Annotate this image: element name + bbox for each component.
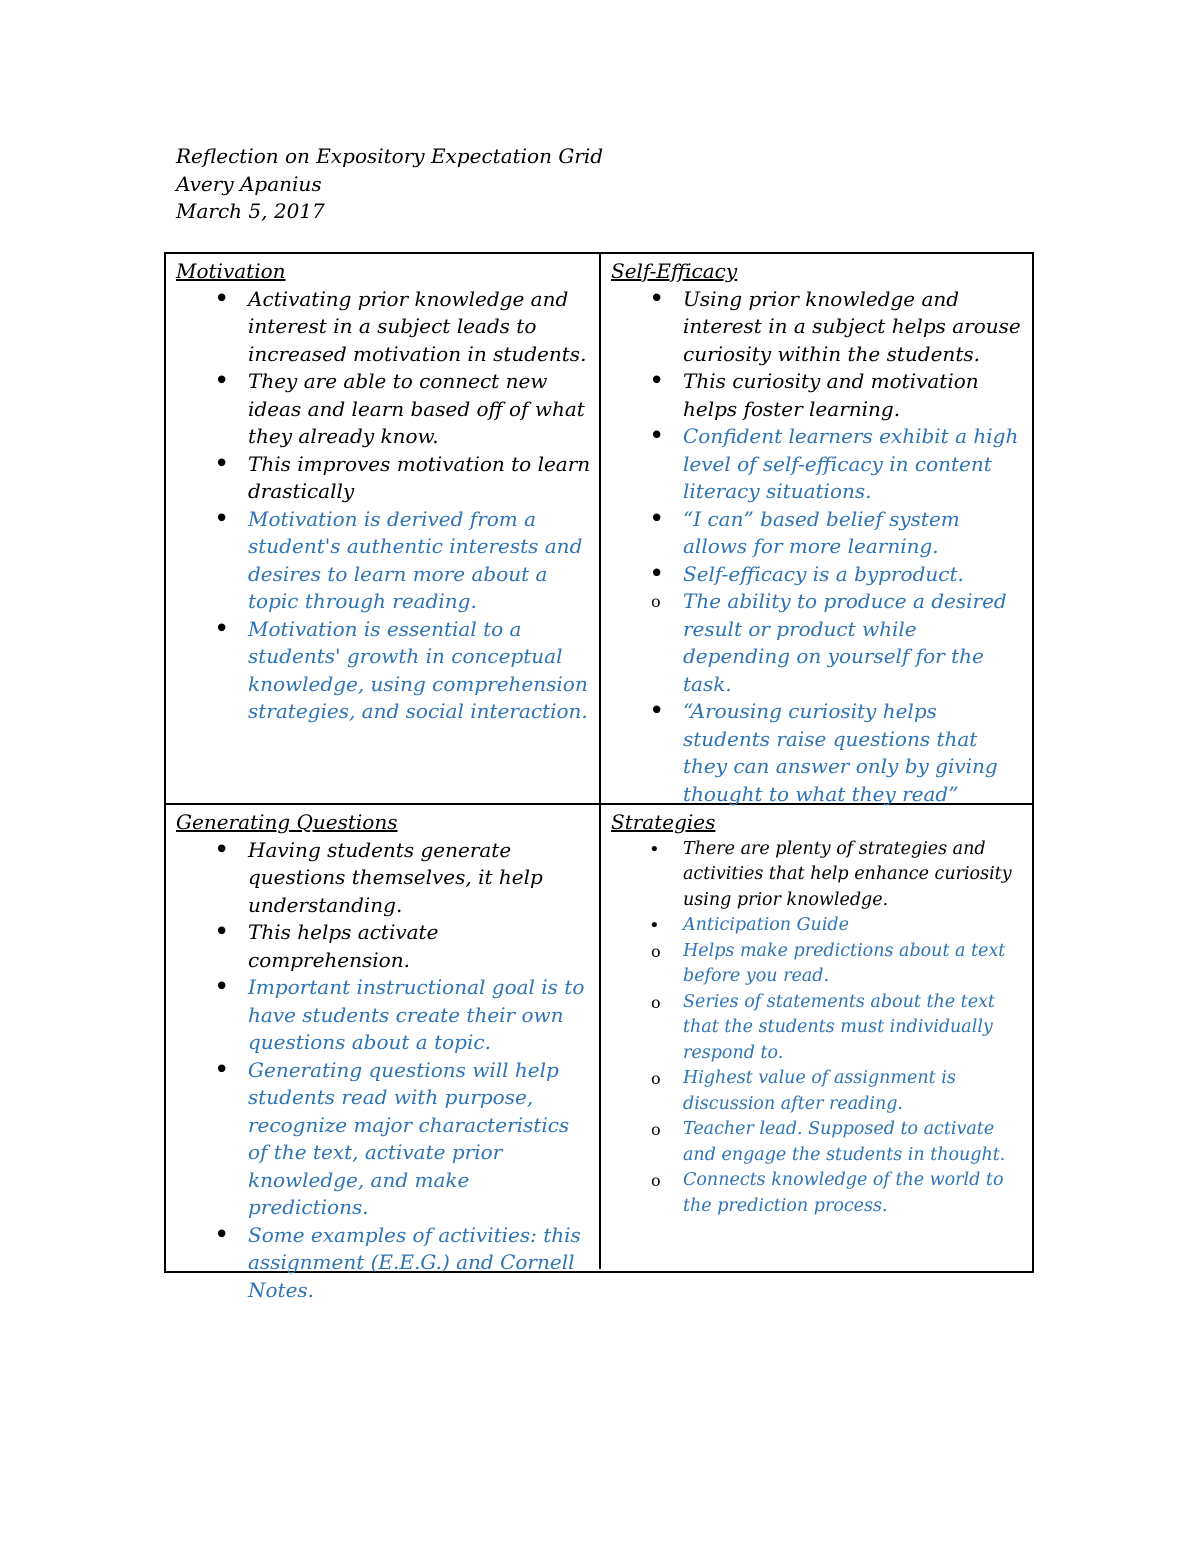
list-item: • Important instructional goal is to have students create their own questions about a topic. [176,974,591,1057]
list-item: • Generating questions will help students read with purpose, recognize major characteristics of the text, activate prior knowledge, and make predictions. [176,1057,591,1222]
sub-list-item: o The ability to produce a desired result or product while depending on yourself for the task. [611,588,1024,698]
motivation-cell [166,254,601,805]
expectation-grid-table [164,252,1034,1302]
sub-list-item: o Connects knowledge of the world to the prediction process. [611,1168,1024,1219]
list-item: • This helps activate comprehension. [176,919,591,974]
list-item: • Motivation is derived from a student's authentic interests and desires to learn more about a topic through reading. [176,506,591,616]
sub-list-item: o Series of statements about the text that the students must individually respond to. [611,990,1024,1067]
list-item: • Motivation is essential to a students' growth in conceptual knowledge, using comprehension strategies, and social interaction. [176,616,591,726]
strategies-heading: Strategies [611,810,716,834]
generating-questions-cell [166,805,601,1302]
list-item: • “Arousing curiosity helps students raise questions that they can answer only by giving thought to what they read” [611,698,1024,808]
motivation-heading: Motivation [176,259,286,283]
list-item-text: Self-efficacy is a byproduct. [683,561,964,586]
sub-list-item: o Helps make predictions about a text before you read. [611,939,1024,990]
list-item: • Confident learners exhibit a high level of self-efficacy in content literacy situations. [611,423,1024,506]
strategies-cell [601,805,1032,1269]
list-item: • Some examples of activities: this assignment (E.E.G.) and Cornell Notes. [176,1222,591,1305]
list-item-text: Anticipation Guide [683,915,849,935]
self-efficacy-heading: Self-Efficacy [611,259,738,283]
document-title: Reflection on Expository Expectation Grid [176,144,604,168]
list-item: • Activating prior knowledge and interest in a subject leads to increased motivation in students. [176,286,591,369]
list-item: • They are able to connect new ideas and learn based off of what they already know. [176,368,591,451]
list-item: • “I can” based belief system allows for more learning. [611,506,1024,561]
list-item: • Having students generate questions themselves, it help understanding. [176,837,591,920]
list-item [611,913,1024,1219]
list-item: • This curiosity and motivation helps foster learning. [611,368,1024,423]
sub-list-item: o Teacher lead. Supposed to activate and engage the students in thought. [611,1117,1024,1168]
sub-list-item: o Highest value of assignment is discussion after reading. [611,1066,1024,1117]
list-item: • This improves motivation to learn drastically [176,451,591,506]
list-item [611,561,1024,699]
document-date: March 5, 2017 [176,199,325,223]
self-efficacy-cell [601,254,1032,805]
generating-questions-heading: Generating Questions [176,810,398,834]
document-header [176,143,603,226]
list-item: • There are plenty of strategies and activities that help enhance curiosity using prior knowledge. [611,837,1024,914]
list-item: • Using prior knowledge and interest in a subject helps arouse curiosity within the students. [611,286,1024,369]
document-author: Avery Apanius [176,171,322,196]
